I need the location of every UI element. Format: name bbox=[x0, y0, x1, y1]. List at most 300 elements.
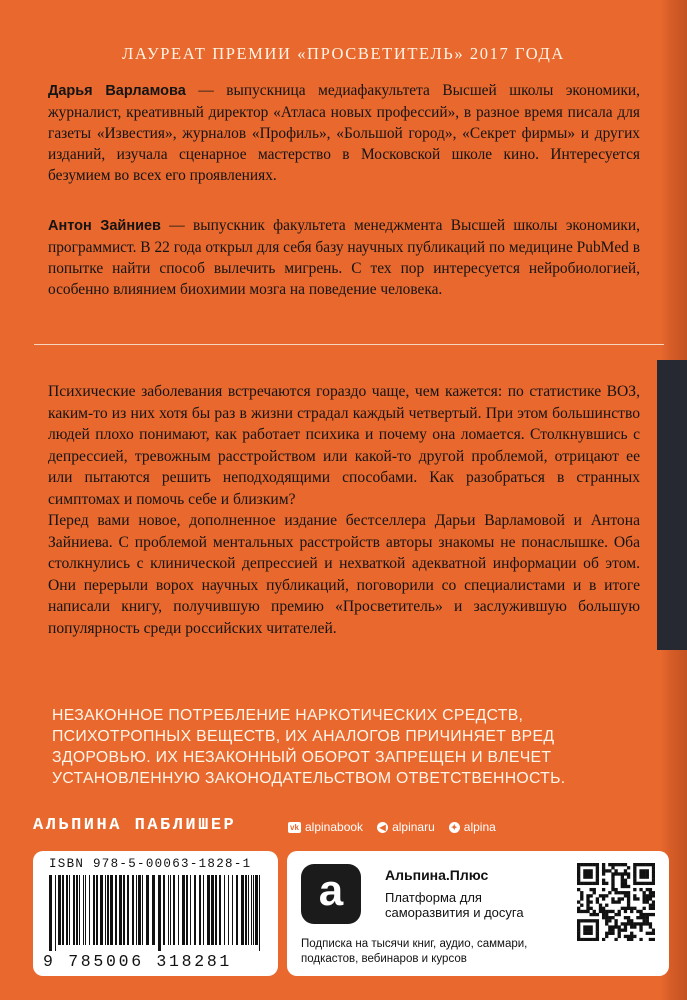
qr-module bbox=[649, 904, 652, 907]
author-name: Дарья Варламова bbox=[48, 83, 186, 99]
qr-module bbox=[618, 897, 621, 900]
qr-module bbox=[611, 863, 614, 866]
qr-module bbox=[624, 922, 627, 925]
barcode-bar bbox=[115, 875, 117, 945]
qr-module bbox=[614, 891, 617, 894]
qr-module bbox=[621, 922, 624, 925]
qr-module bbox=[636, 897, 639, 900]
qr-module bbox=[633, 872, 636, 875]
promo-title: Альпина.Плюс bbox=[385, 867, 489, 883]
barcode-bar bbox=[110, 875, 113, 945]
barcode-bar bbox=[85, 875, 86, 945]
qr-module bbox=[652, 863, 655, 866]
qr-module bbox=[602, 869, 605, 872]
barcode-bar bbox=[69, 875, 70, 945]
qr-module bbox=[608, 919, 611, 922]
qr-module bbox=[586, 894, 589, 897]
qr-module bbox=[624, 863, 627, 866]
qr-module bbox=[643, 907, 646, 910]
barcode-bar bbox=[132, 875, 134, 945]
qr-module bbox=[618, 929, 621, 932]
qr-module bbox=[627, 904, 630, 907]
qr-module bbox=[589, 932, 592, 935]
qr-module bbox=[583, 938, 586, 941]
qr-module bbox=[618, 925, 621, 928]
qr-module bbox=[646, 922, 649, 925]
qr-module bbox=[583, 882, 586, 885]
qr-module bbox=[630, 938, 633, 941]
qr-module bbox=[639, 925, 642, 928]
author-bio-text: — выпускник факультета менеджмента Высшей школы экономики, программист. В 22 года открыл для себя базу научных публикаций по медицине PubMed в попытке найти способ вылечить мигрень. С тех пор интересуется нейробиологией, особенно влиянием биохимии мозга на поведение человека. bbox=[48, 217, 640, 298]
qr-module bbox=[605, 919, 608, 922]
qr-module bbox=[583, 875, 586, 878]
barcode-bar bbox=[146, 875, 149, 945]
qr-module bbox=[599, 894, 602, 897]
barcode-bar bbox=[215, 875, 217, 945]
barcode-bar bbox=[96, 875, 98, 945]
qr-module bbox=[611, 888, 614, 891]
qr-module bbox=[605, 916, 608, 919]
barcode-bar bbox=[73, 875, 75, 945]
qr-module bbox=[639, 910, 642, 913]
qr-module bbox=[611, 925, 614, 928]
qr-module bbox=[652, 907, 655, 910]
qr-module bbox=[624, 872, 627, 875]
qr-module bbox=[589, 925, 592, 928]
barcode-bar bbox=[219, 875, 221, 945]
qr-module bbox=[577, 863, 580, 866]
barcode-bar bbox=[49, 875, 52, 951]
qr-module bbox=[652, 932, 655, 935]
barcode-bar bbox=[170, 875, 171, 945]
qr-module bbox=[643, 913, 646, 916]
qr-module bbox=[593, 910, 596, 913]
qr-module bbox=[621, 882, 624, 885]
qr-module bbox=[630, 925, 633, 928]
qr-module bbox=[652, 929, 655, 932]
qr-module bbox=[639, 888, 642, 891]
qr-module bbox=[649, 888, 652, 891]
qr-module bbox=[639, 929, 642, 932]
qr-module bbox=[583, 910, 586, 913]
barcode-bar bbox=[211, 875, 214, 945]
qr-module bbox=[577, 900, 580, 903]
qr-module bbox=[589, 863, 592, 866]
barcode-bar bbox=[190, 875, 191, 945]
qr-module bbox=[586, 932, 589, 935]
qr-module bbox=[589, 907, 592, 910]
qr-module bbox=[630, 935, 633, 938]
qr-module bbox=[602, 882, 605, 885]
qr-module bbox=[599, 907, 602, 910]
qr-module bbox=[633, 935, 636, 938]
social-link-vk[interactable] bbox=[288, 820, 363, 834]
qr-module bbox=[596, 897, 599, 900]
qr-module bbox=[602, 888, 605, 891]
isbn-label: ISBN 978-5-00063-1828-1 bbox=[49, 857, 252, 871]
telegram-icon: ◀ bbox=[377, 822, 388, 833]
qr-module bbox=[586, 929, 589, 932]
qr-module bbox=[643, 894, 646, 897]
background-book-edge bbox=[657, 360, 687, 650]
qr-module bbox=[649, 863, 652, 866]
qr-module bbox=[611, 885, 614, 888]
qr-module bbox=[618, 863, 621, 866]
qr-module bbox=[633, 922, 636, 925]
qr-module bbox=[596, 922, 599, 925]
qr-module bbox=[652, 872, 655, 875]
qr-module bbox=[580, 897, 583, 900]
barcode-bar bbox=[253, 875, 254, 945]
barcode-bar bbox=[173, 875, 175, 945]
qr-module bbox=[596, 863, 599, 866]
qr-module bbox=[608, 932, 611, 935]
qr-module bbox=[614, 938, 617, 941]
alpina-plus-promo bbox=[287, 851, 669, 976]
qr-module bbox=[624, 907, 627, 910]
qr-module bbox=[618, 910, 621, 913]
qr-module bbox=[583, 929, 586, 932]
qr-module bbox=[633, 869, 636, 872]
qr-module bbox=[646, 875, 649, 878]
qr-module bbox=[586, 872, 589, 875]
qr-module bbox=[621, 885, 624, 888]
barcode-bar bbox=[152, 875, 155, 945]
qr-module bbox=[633, 925, 636, 928]
qr-module bbox=[583, 925, 586, 928]
qr-module bbox=[646, 913, 649, 916]
barcode-bar bbox=[178, 875, 179, 945]
qr-module bbox=[583, 932, 586, 935]
barcode-bar bbox=[76, 875, 78, 945]
barcode-bar bbox=[100, 875, 103, 945]
barcode-bar bbox=[259, 875, 260, 951]
qr-module bbox=[611, 932, 614, 935]
qr-module bbox=[639, 938, 642, 941]
qr-module bbox=[596, 935, 599, 938]
qr-module bbox=[608, 863, 611, 866]
qr-module bbox=[624, 869, 627, 872]
qr-module bbox=[602, 938, 605, 941]
social-handle: alpinabook bbox=[305, 820, 364, 834]
barcode-bar bbox=[255, 875, 258, 945]
qr-module bbox=[614, 919, 617, 922]
barcode-bar bbox=[119, 875, 122, 945]
qr-module bbox=[586, 897, 589, 900]
qr-module bbox=[621, 897, 624, 900]
author-bio-text: — выпускница медиафакультета Высшей школы экономики, журналист, креативный директор «Атласа новых профессий», в разное время писала для газеты «Известия», журналов «Профиль», «Большой город», «Секрет фирмы» и других изданий, изучала сценарное мастерство в Московской школе кино. Интересуется безумием во всех его проявлениях. bbox=[48, 82, 641, 184]
qr-module bbox=[577, 866, 580, 869]
barcode-panel bbox=[33, 851, 278, 976]
qr-module bbox=[596, 866, 599, 869]
qr-module bbox=[586, 904, 589, 907]
qr-module bbox=[627, 935, 630, 938]
qr-module bbox=[636, 910, 639, 913]
barcode-bar bbox=[93, 875, 95, 945]
description-paragraph: Перед вами новое, дополненное издание бестселлера Дарьи Варламовой и Антона Зайниева. С проблемой ментальных расстройств авторы знакомы не понаслышке. Оба столкнулись с клинической депрессией и нехваткой адекватной информации об этом. Они перерыли ворох научных публикаций, поговорили со специалистами и в итоге написали книгу, получившую премию «Просветитель» и заслужившую большую популярность среди российских читателей. bbox=[48, 512, 640, 637]
qr-module bbox=[602, 894, 605, 897]
barcode-bar bbox=[105, 875, 106, 945]
author-bio-zainiev bbox=[48, 215, 640, 300]
qr-module bbox=[652, 900, 655, 903]
qr-module bbox=[633, 879, 636, 882]
qr-module bbox=[577, 872, 580, 875]
barcode-image bbox=[49, 875, 262, 951]
qr-module bbox=[577, 910, 580, 913]
qr-module bbox=[586, 869, 589, 872]
qr-module bbox=[627, 907, 630, 910]
qr-module bbox=[608, 910, 611, 913]
qr-module bbox=[589, 900, 592, 903]
qr-module bbox=[611, 916, 614, 919]
barcode-bar bbox=[142, 875, 143, 945]
qr-module bbox=[614, 863, 617, 866]
qr-module bbox=[605, 910, 608, 913]
qr-module bbox=[583, 869, 586, 872]
qr-module bbox=[624, 894, 627, 897]
barcode-bar bbox=[248, 875, 249, 945]
qr-module bbox=[596, 925, 599, 928]
qr-module bbox=[643, 897, 646, 900]
qr-module bbox=[624, 891, 627, 894]
barcode-bar bbox=[58, 875, 61, 945]
qr-module bbox=[624, 929, 627, 932]
barcode-bar bbox=[107, 875, 109, 945]
barcode-bar bbox=[207, 875, 210, 945]
qr-module bbox=[627, 922, 630, 925]
qr-module bbox=[611, 875, 614, 878]
qr-module bbox=[596, 872, 599, 875]
qr-module bbox=[639, 922, 642, 925]
qr-module bbox=[643, 891, 646, 894]
qr-module bbox=[577, 922, 580, 925]
qr-module bbox=[636, 882, 639, 885]
qr-module bbox=[580, 863, 583, 866]
dzen-icon: ✦ bbox=[449, 822, 460, 833]
qr-code[interactable] bbox=[577, 863, 655, 941]
qr-module bbox=[621, 875, 624, 878]
qr-module bbox=[618, 891, 621, 894]
alpina-plus-app-icon bbox=[301, 864, 361, 924]
qr-module bbox=[589, 929, 592, 932]
vk-icon: vk bbox=[288, 822, 301, 833]
qr-module bbox=[599, 910, 602, 913]
qr-module bbox=[627, 872, 630, 875]
qr-module bbox=[624, 910, 627, 913]
social-link-dzen[interactable] bbox=[449, 820, 496, 834]
qr-module bbox=[649, 897, 652, 900]
qr-module bbox=[586, 938, 589, 941]
qr-module bbox=[593, 882, 596, 885]
qr-module bbox=[593, 863, 596, 866]
qr-module bbox=[577, 882, 580, 885]
qr-module bbox=[611, 882, 614, 885]
qr-module bbox=[652, 869, 655, 872]
qr-module bbox=[624, 916, 627, 919]
qr-module bbox=[608, 929, 611, 932]
qr-module bbox=[652, 938, 655, 941]
qr-module bbox=[621, 891, 624, 894]
qr-module bbox=[583, 872, 586, 875]
qr-module bbox=[649, 932, 652, 935]
author-name: Антон Зайниев bbox=[48, 218, 161, 234]
barcode-bar bbox=[186, 875, 188, 945]
qr-module bbox=[577, 919, 580, 922]
qr-module bbox=[639, 875, 642, 878]
qr-module bbox=[618, 913, 621, 916]
award-heading: ЛАУРЕАТ ПРЕМИИ «ПРОСВЕТИТЕЛЬ» 2017 ГОДА bbox=[122, 44, 565, 63]
qr-module bbox=[589, 888, 592, 891]
qr-module bbox=[643, 863, 646, 866]
qr-module bbox=[646, 919, 649, 922]
qr-module bbox=[611, 929, 614, 932]
qr-module bbox=[596, 913, 599, 916]
barcode-bar bbox=[89, 875, 90, 945]
qr-module bbox=[633, 907, 636, 910]
publisher-logo: АЛЬПИНА ПАБЛИШЕР bbox=[33, 816, 237, 835]
qr-module bbox=[652, 913, 655, 916]
qr-module bbox=[646, 869, 649, 872]
qr-module bbox=[652, 866, 655, 869]
qr-module bbox=[633, 875, 636, 878]
qr-module bbox=[605, 913, 608, 916]
barcode-bar bbox=[199, 875, 201, 945]
barcode-bar bbox=[251, 875, 252, 945]
barcode-bar bbox=[163, 875, 165, 945]
qr-module bbox=[602, 863, 605, 866]
qr-module bbox=[639, 863, 642, 866]
qr-module bbox=[646, 872, 649, 875]
qr-module bbox=[580, 938, 583, 941]
qr-module bbox=[608, 925, 611, 928]
barcode-bar bbox=[203, 875, 204, 945]
qr-module bbox=[589, 913, 592, 916]
barcode-bar bbox=[224, 875, 225, 945]
barcode-bar bbox=[136, 875, 137, 945]
qr-module bbox=[646, 932, 649, 935]
qr-module bbox=[577, 907, 580, 910]
qr-module bbox=[580, 882, 583, 885]
qr-module bbox=[646, 882, 649, 885]
qr-module bbox=[627, 900, 630, 903]
qr-module bbox=[596, 932, 599, 935]
barcode-bar bbox=[168, 875, 169, 945]
qr-module bbox=[589, 875, 592, 878]
qr-module bbox=[611, 866, 614, 869]
promo-description: Платформа для саморазвития и досуга bbox=[385, 890, 524, 920]
social-link-telegram[interactable] bbox=[377, 820, 435, 834]
qr-module bbox=[577, 929, 580, 932]
qr-module bbox=[627, 891, 630, 894]
qr-module bbox=[643, 875, 646, 878]
qr-module bbox=[593, 919, 596, 922]
qr-module bbox=[643, 919, 646, 922]
qr-module bbox=[633, 863, 636, 866]
qr-module bbox=[643, 900, 646, 903]
qr-module bbox=[627, 894, 630, 897]
qr-module bbox=[633, 897, 636, 900]
qr-module bbox=[602, 879, 605, 882]
qr-module bbox=[580, 904, 583, 907]
barcode-bar bbox=[127, 875, 129, 945]
qr-module bbox=[624, 879, 627, 882]
qr-module bbox=[596, 919, 599, 922]
qr-module bbox=[639, 916, 642, 919]
book-description bbox=[48, 381, 640, 639]
qr-module bbox=[614, 900, 617, 903]
qr-module bbox=[627, 916, 630, 919]
qr-module bbox=[608, 891, 611, 894]
qr-module bbox=[627, 938, 630, 941]
qr-module bbox=[577, 869, 580, 872]
qr-module bbox=[593, 938, 596, 941]
qr-module bbox=[602, 907, 605, 910]
qr-module bbox=[649, 907, 652, 910]
qr-module bbox=[577, 925, 580, 928]
qr-module bbox=[624, 885, 627, 888]
qr-module bbox=[605, 869, 608, 872]
barcode-bar bbox=[55, 875, 56, 951]
qr-module bbox=[586, 907, 589, 910]
qr-module bbox=[652, 875, 655, 878]
qr-module bbox=[602, 866, 605, 869]
qr-module bbox=[599, 904, 602, 907]
qr-module bbox=[643, 916, 646, 919]
qr-module bbox=[596, 929, 599, 932]
barcode-bar bbox=[228, 875, 229, 945]
barcode-bar bbox=[62, 875, 64, 945]
author-bio-varlamova bbox=[48, 80, 640, 186]
qr-module bbox=[633, 866, 636, 869]
qr-module bbox=[583, 919, 586, 922]
barcode-bar bbox=[138, 875, 141, 945]
qr-module bbox=[621, 863, 624, 866]
qr-module bbox=[614, 888, 617, 891]
barcode-bar bbox=[158, 875, 161, 951]
qr-module bbox=[596, 879, 599, 882]
qr-module bbox=[611, 900, 614, 903]
qr-module bbox=[639, 882, 642, 885]
qr-module bbox=[605, 935, 608, 938]
qr-module bbox=[602, 872, 605, 875]
qr-module bbox=[624, 925, 627, 928]
qr-module bbox=[646, 897, 649, 900]
qr-module bbox=[652, 882, 655, 885]
legal-warning: НЕЗАКОННОЕ ПОТРЕБЛЕНИЕ НАРКОТИЧЕСКИХ СРЕДСТВ, ПСИХОТРОПНЫХ ВЕЩЕСТВ, ИХ АНАЛОГОВ ПРИЧИНЯЕТ ВРЕД ЗДОРОВЬЮ. ИХ НЕЗАКОННЫЙ ОБОРОТ ЗАПРЕЩЕН И ВЛЕЧЕТ УСТАНОВЛЕННУЮ ЗАКОНОДАТЕЛЬСТВОМ ОТВЕТСТВЕННОСТЬ. bbox=[52, 707, 566, 787]
qr-module bbox=[639, 872, 642, 875]
qr-module bbox=[580, 919, 583, 922]
qr-module bbox=[596, 875, 599, 878]
qr-module bbox=[636, 863, 639, 866]
barcode-bar bbox=[232, 875, 233, 945]
qr-module bbox=[646, 863, 649, 866]
qr-module bbox=[602, 910, 605, 913]
qr-module bbox=[614, 913, 617, 916]
qr-module bbox=[627, 866, 630, 869]
social-handle: alpina bbox=[463, 820, 496, 834]
barcode-bar bbox=[79, 875, 80, 945]
qr-module bbox=[611, 872, 614, 875]
qr-module bbox=[646, 894, 649, 897]
qr-module bbox=[636, 916, 639, 919]
qr-module bbox=[621, 879, 624, 882]
qr-module bbox=[586, 875, 589, 878]
qr-module bbox=[624, 882, 627, 885]
qr-module bbox=[589, 938, 592, 941]
qr-module bbox=[643, 869, 646, 872]
qr-module bbox=[630, 922, 633, 925]
barcode-bar bbox=[194, 875, 196, 945]
